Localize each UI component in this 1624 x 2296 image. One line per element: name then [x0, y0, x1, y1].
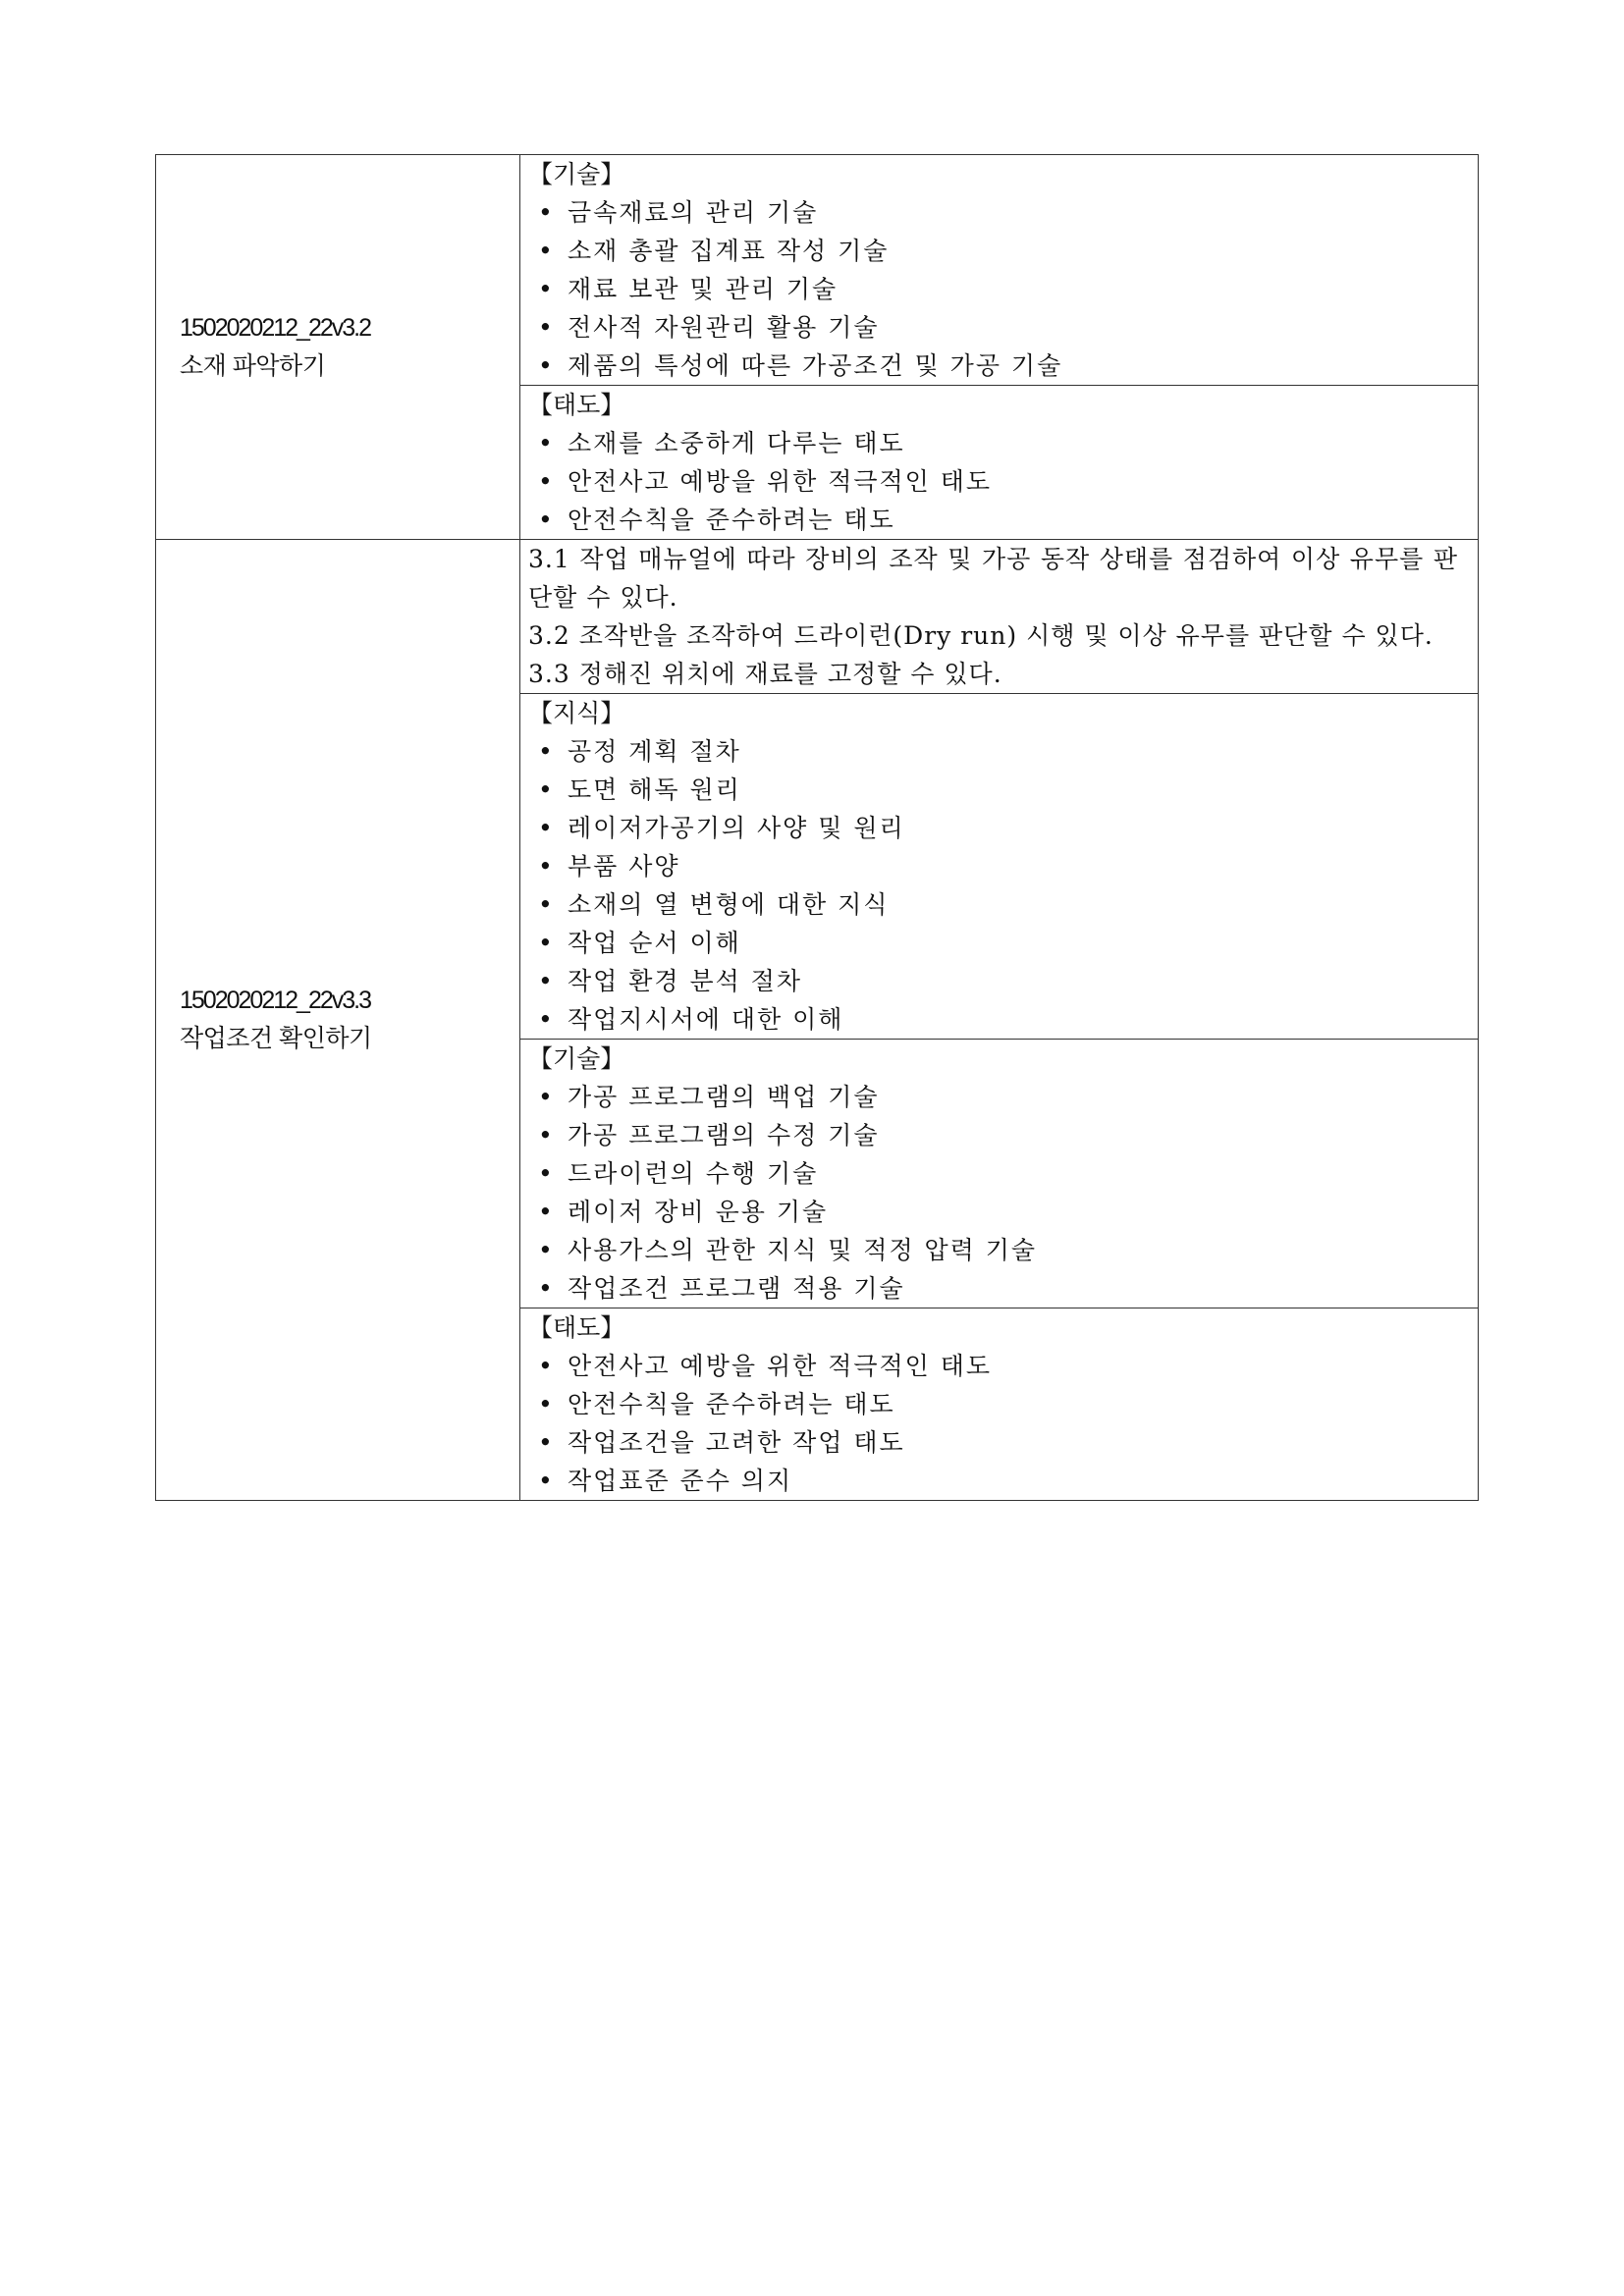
attitude-cell: [520, 1308, 1479, 1501]
list-item: [528, 1385, 1458, 1423]
list-item-text: 금속재료의 관리 기술: [568, 198, 819, 227]
list-item: [528, 1231, 1458, 1269]
unit-cell: [156, 540, 520, 1501]
bullet-icon: •: [538, 852, 555, 881]
section-heading: 【태도】: [528, 1313, 625, 1342]
unit-code: 1502020212_22v3.2: [180, 313, 371, 342]
list-item: [528, 462, 1458, 501]
performance-criterion: 3.1 작업 매뉴얼에 따라 장비의 조작 및 가공 동작 상태를 점검하여 이상 유무를 판단할 수 있다.: [528, 545, 1458, 612]
list-item: [528, 1269, 1458, 1308]
list-item-text: 작업지시서에 대한 이해: [568, 1005, 844, 1034]
skills-cell: [520, 1040, 1479, 1308]
bullet-icon: •: [538, 275, 555, 303]
list-item-text: 재료 보관 및 관리 기술: [568, 275, 839, 303]
list-item-text: 사용가스의 관한 지식 및 적정 압력 기술: [568, 1236, 1038, 1264]
bullet-icon: •: [538, 1005, 555, 1034]
criteria-cell: [520, 540, 1479, 694]
list-item: [528, 1193, 1458, 1231]
bullet-icon: •: [538, 1159, 555, 1188]
bullet-icon: •: [538, 1428, 555, 1457]
list-item-text: 안전사고 예방을 위한 적극적인 태도: [568, 467, 993, 496]
list-item: [528, 424, 1458, 462]
bullet-icon: •: [538, 429, 555, 457]
list-item: [528, 1154, 1458, 1193]
bullet-icon: •: [538, 1352, 555, 1380]
bullet-icon: •: [538, 1467, 555, 1495]
list-item-text: 소재 총괄 집계표 작성 기술: [568, 237, 890, 265]
bullet-icon: •: [538, 775, 555, 804]
bullet-icon: •: [538, 237, 555, 265]
list-item-text: 가공 프로그램의 수정 기술: [568, 1121, 880, 1149]
competency-table: [155, 154, 1479, 1501]
list-item: [528, 1000, 1458, 1039]
list-item: [528, 193, 1458, 232]
list-item-text: 도면 해독 원리: [568, 775, 741, 804]
list-item: [528, 885, 1458, 924]
list-item: [528, 347, 1458, 385]
list-item-text: 작업조건 프로그램 적용 기술: [568, 1274, 905, 1303]
list-item-text: 소재의 열 변형에 대한 지식: [568, 890, 890, 919]
list-item: [528, 732, 1458, 771]
bullet-icon: •: [538, 198, 555, 227]
list-item-text: 전사적 자원관리 활용 기술: [568, 313, 880, 342]
list-item-text: 레이저 장비 운용 기술: [568, 1198, 829, 1226]
list-item: [528, 308, 1458, 347]
list-item-text: 작업 환경 분석 절차: [568, 967, 803, 995]
table-row: [156, 155, 1479, 386]
list-item-text: 공정 계획 절차: [568, 737, 741, 766]
list-item-text: 드라이런의 수행 기술: [568, 1159, 819, 1188]
bullet-icon: •: [538, 1390, 555, 1418]
table-row: [156, 540, 1479, 694]
bullet-icon: •: [538, 1083, 555, 1111]
list-item: [528, 1347, 1458, 1385]
bullet-icon: •: [538, 737, 555, 766]
list-item: [528, 924, 1458, 962]
list-item-text: 작업조건을 고려한 작업 태도: [568, 1428, 905, 1457]
bullet-icon: •: [538, 929, 555, 957]
bullet-icon: •: [538, 1274, 555, 1303]
list-item: [528, 1078, 1458, 1116]
list-item: [528, 1423, 1458, 1462]
list-item: [528, 501, 1458, 539]
bullet-icon: •: [538, 1121, 555, 1149]
bullet-icon: •: [538, 351, 555, 380]
bullet-icon: •: [538, 313, 555, 342]
list-item-text: 작업 순서 이해: [568, 929, 741, 957]
bullet-icon: •: [538, 967, 555, 995]
list-item: [528, 1462, 1458, 1500]
knowledge-cell: [520, 694, 1479, 1040]
section-heading: 【기술】: [528, 1044, 625, 1073]
skills-cell: [520, 155, 1479, 386]
attitude-cell: [520, 386, 1479, 540]
list-item: [528, 1116, 1458, 1154]
bullet-icon: •: [538, 814, 555, 842]
section-heading: 【태도】: [528, 391, 625, 419]
list-item: [528, 962, 1458, 1000]
unit-name: 작업조건 확인하기: [180, 1025, 372, 1052]
list-item: [528, 270, 1458, 308]
list-item: [528, 847, 1458, 885]
bullet-icon: •: [538, 890, 555, 919]
list-item-text: 가공 프로그램의 백업 기술: [568, 1083, 880, 1111]
bullet-icon: •: [538, 506, 555, 534]
bullet-icon: •: [538, 1198, 555, 1226]
list-item-text: 레이저가공기의 사양 및 원리: [568, 814, 905, 842]
list-item-text: 제품의 특성에 따른 가공조건 및 가공 기술: [568, 351, 1063, 380]
performance-criterion: 3.3 정해진 위치에 재료를 고정할 수 있다.: [528, 660, 1002, 688]
unit-name: 소재 파악하기: [180, 351, 326, 380]
bullet-icon: •: [538, 467, 555, 496]
list-item-text: 안전수칙을 준수하려는 태도: [568, 506, 895, 534]
list-item-text: 소재를 소중하게 다루는 태도: [568, 429, 905, 457]
unit-code: 1502020212_22v3.3: [180, 987, 371, 1014]
list-item-text: 부품 사양: [568, 852, 680, 881]
section-heading: 【기술】: [528, 160, 625, 188]
list-item-text: 작업표준 준수 의지: [568, 1467, 793, 1495]
section-heading: 【지식】: [528, 699, 625, 727]
list-item: [528, 232, 1458, 270]
performance-criterion: 3.2 조작반을 조작하여 드라이런(Dry run) 시행 및 이상 유무를 판단할 수 있다.: [528, 621, 1434, 650]
list-item-text: 안전수칙을 준수하려는 태도: [568, 1390, 895, 1418]
unit-cell: [156, 155, 520, 540]
list-item: [528, 809, 1458, 847]
list-item-text: 안전사고 예방을 위한 적극적인 태도: [568, 1352, 993, 1380]
list-item: [528, 771, 1458, 809]
bullet-icon: •: [538, 1236, 555, 1264]
